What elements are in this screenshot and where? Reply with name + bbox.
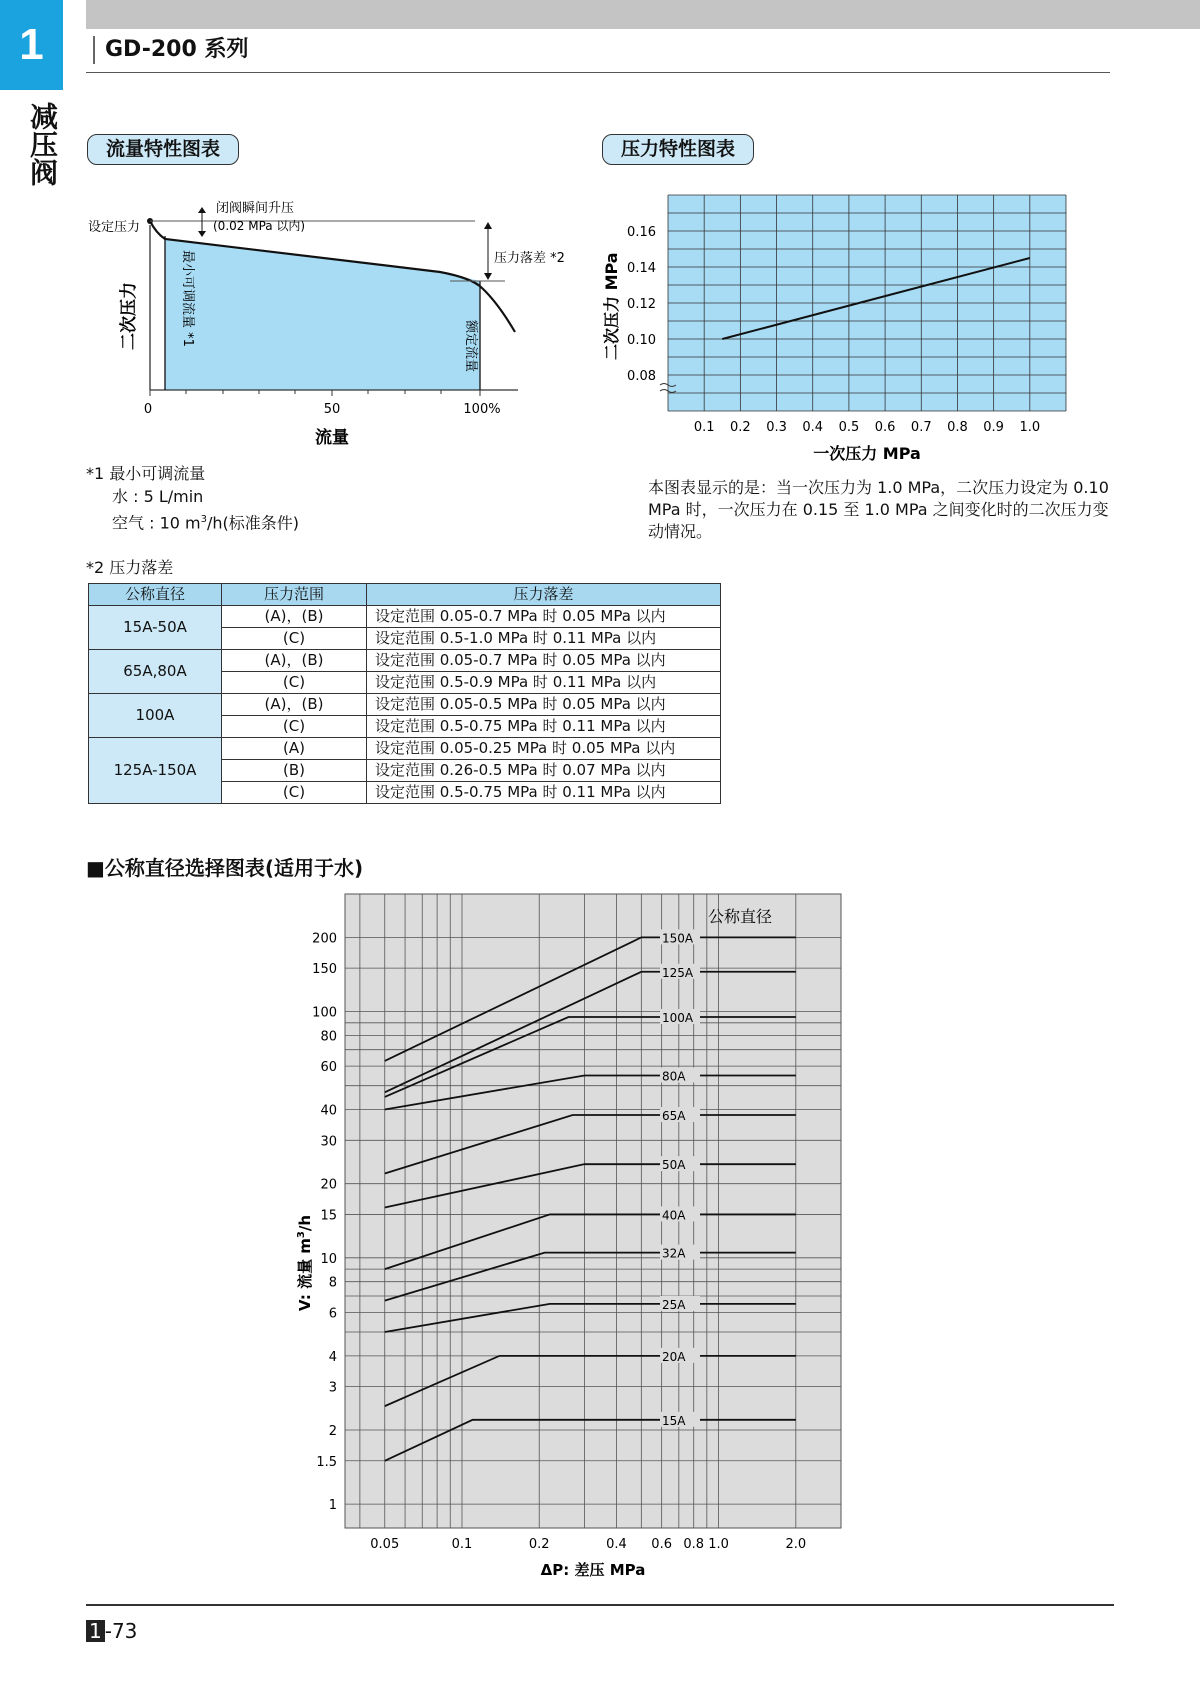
table-range-cell: (A) <box>222 738 367 760</box>
flow-ylabel: 二次压力 <box>119 282 139 350</box>
size-xtick-label: 0.05 <box>370 1537 400 1552</box>
size-series-label-32a: 32A <box>662 1246 686 1261</box>
size-series-label-80a: 80A <box>662 1069 686 1084</box>
size-ytick-label: 1.5 <box>316 1454 337 1470</box>
min-flow-air <box>86 508 299 534</box>
header-bar <box>86 0 1200 29</box>
page-index: -73 <box>104 1619 138 1643</box>
pressure-xtick-label: 1.0 <box>1019 420 1041 435</box>
min-flow-note-title: *1 最小可调流量 <box>86 464 206 483</box>
size-xtick-label: 0.8 <box>683 1537 705 1552</box>
flow-xlabel: 流量 <box>315 428 349 448</box>
size-xtick-label: 0.2 <box>528 1537 550 1552</box>
pressure-xtick-label: 0.2 <box>730 420 751 435</box>
size-series-label-100a: 100A <box>662 1011 694 1026</box>
table-range-cell: (A)，(B) <box>222 650 367 672</box>
side-label: 减压阀 <box>26 102 59 186</box>
table-drop-cell: 设定范围 0.5-0.75 MPa 时 0.11 MPa 以内 <box>367 782 721 804</box>
size-ytick-label: 4 <box>328 1349 337 1365</box>
min-flow-air-prefix: 空气 : 10 m <box>112 513 201 533</box>
table-range-cell: (C) <box>222 628 367 650</box>
table-header-drop: 压力落差 <box>367 584 721 606</box>
size-xtick-label: 1.0 <box>708 1537 729 1552</box>
table-drop-cell: 设定范围 0.5-0.9 MPa 时 0.11 MPa 以内 <box>367 672 721 694</box>
size-ytick-label: 30 <box>320 1134 337 1150</box>
table-drop-cell: 设定范围 0.5-1.0 MPa 时 0.11 MPa 以内 <box>367 628 721 650</box>
table-row <box>89 650 721 672</box>
size-xlabel: ΔP: 差压 MPa <box>540 1561 646 1579</box>
table-drop-cell: 设定范围 0.26-0.5 MPa 时 0.07 MPa 以内 <box>367 760 721 782</box>
size-series-label-40a: 40A <box>662 1208 686 1223</box>
table-drop-cell: 设定范围 0.05-0.7 MPa 时 0.05 MPa 以内 <box>367 606 721 628</box>
pressure-drop-table <box>88 583 721 804</box>
pressure-characteristic-chart <box>590 185 1100 470</box>
size-ytick-label: 150 <box>312 962 337 978</box>
rated-flow-label: 额定流量 <box>463 320 478 373</box>
rise-note: (0.02 MPa 以内) <box>213 219 306 233</box>
rise-arrow <box>198 207 206 237</box>
table-range-cell: (A)，(B) <box>222 606 367 628</box>
flow-characteristic-chart <box>80 185 580 455</box>
size-series-label-20a: 20A <box>662 1349 686 1364</box>
flow-xtick-100: 100% <box>463 402 501 417</box>
table-drop-cell: 设定范围 0.05-0.25 MPa 时 0.05 MPa 以内 <box>367 738 721 760</box>
size-ytick-label: 8 <box>328 1275 337 1291</box>
table-range-cell: (C) <box>222 716 367 738</box>
pressure-ytick-label: 0.14 <box>627 261 656 276</box>
table-size-cell: 65A,80A <box>89 650 222 694</box>
size-xtick-label: 0.1 <box>451 1537 473 1552</box>
footer-rule <box>86 1604 1114 1606</box>
size-ytick-label: 20 <box>320 1177 337 1193</box>
size-ytick-label: 200 <box>312 931 337 947</box>
size-ytick-label: 60 <box>320 1060 337 1076</box>
table-row <box>89 738 721 760</box>
table-header-row <box>89 584 721 606</box>
table-size-cell: 15A-50A <box>89 606 222 650</box>
header-rule <box>86 72 1110 73</box>
pressure-xtick-label: 0.8 <box>947 420 968 435</box>
flow-chart-title: 流量特性图表 <box>87 134 239 165</box>
min-flow-label: 最小可调流量 *1 <box>180 250 195 347</box>
pressure-xtick-label: 0.5 <box>838 420 860 435</box>
size-ytick-label: 6 <box>328 1306 337 1322</box>
pressure-chart-title: 压力特性图表 <box>602 134 754 165</box>
size-ylabel-suffix: /h <box>296 1214 314 1232</box>
size-plot-area <box>345 894 841 1528</box>
size-series-label-125a: 125A <box>662 965 694 980</box>
pressure-ytick-label: 0.12 <box>627 297 656 312</box>
size-ytick-label: 2 <box>328 1423 337 1439</box>
pressure-xtick-label: 0.3 <box>766 420 787 435</box>
rise-label: 闭阀瞬间升压 <box>216 201 295 216</box>
size-series-label-65a: 65A <box>662 1109 686 1124</box>
size-ylabel-sup: 3 <box>296 1231 307 1239</box>
table-range-cell: (A)，(B) <box>222 694 367 716</box>
table-header-size: 公称直径 <box>89 584 222 606</box>
flow-xtick-0: 0 <box>143 402 153 417</box>
size-ytick-label: 100 <box>312 1005 337 1021</box>
pressure-ytick-label: 0.10 <box>627 333 656 348</box>
drop-arrow <box>484 222 492 280</box>
size-series-label-50a: 50A <box>662 1158 686 1173</box>
size-series-label-150a: 150A <box>662 931 694 946</box>
page-number <box>86 1619 137 1643</box>
size-ytick-label: 40 <box>320 1103 337 1119</box>
table-drop-cell: 设定范围 0.5-0.75 MPa 时 0.11 MPa 以内 <box>367 716 721 738</box>
chapter-number-box: 1 <box>0 0 63 90</box>
drop-note-title: *2 压力落差 <box>86 558 174 577</box>
table-drop-cell: 设定范围 0.05-0.5 MPa 时 0.05 MPa 以内 <box>367 694 721 716</box>
pressure-ylabel: 二次压力 MPa <box>602 252 621 360</box>
table-range-cell: (C) <box>222 782 367 804</box>
table-row <box>89 694 721 716</box>
table-size-cell: 125A-150A <box>89 738 222 804</box>
flow-operating-region <box>165 236 480 390</box>
pressure-xlabel: 一次压力 MPa <box>813 444 921 463</box>
min-flow-air-suffix: /h(标准条件) <box>206 513 300 533</box>
pressure-xtick-label: 0.6 <box>874 420 896 435</box>
size-ytick-label: 80 <box>320 1029 337 1045</box>
table-range-cell: (B) <box>222 760 367 782</box>
pressure-xtick-label: 0.9 <box>983 420 1004 435</box>
pressure-xtick-label: 0.1 <box>693 420 715 435</box>
size-ytick-label: 15 <box>320 1208 337 1224</box>
size-series-label-25a: 25A <box>662 1297 686 1312</box>
size-ytick-label: 3 <box>328 1380 337 1396</box>
pressure-chart-description: 本图表显示的是：当一次压力为 1.0 MPa，二次压力设定为 0.10 MPa 时，一次压力在 0.15 至 1.0 MPa 之间变化时的二次压力变动情况。 <box>648 478 1109 541</box>
flow-xtick-50: 50 <box>323 402 341 417</box>
min-flow-water: 水 : 5 L/min <box>112 487 204 506</box>
size-ylabel <box>296 1215 314 1311</box>
pressure-xtick-label: 0.7 <box>910 420 932 435</box>
size-xtick-label: 2.0 <box>785 1537 807 1552</box>
min-flow-note <box>86 462 299 534</box>
size-series-label-15a: 15A <box>662 1413 686 1428</box>
size-selection-title: ■公称直径选择图表(适用于水) <box>86 856 364 880</box>
size-ylabel-prefix: V: 流量 m <box>296 1238 314 1312</box>
set-pressure-label: 设定压力 <box>88 220 141 235</box>
table-header-range: 压力范围 <box>222 584 367 606</box>
size-xtick-label: 0.6 <box>651 1537 672 1552</box>
size-xtick-label: 0.4 <box>606 1537 627 1552</box>
min-flow-air-sup: 3 <box>200 514 207 525</box>
table-range-cell: (C) <box>222 672 367 694</box>
pressure-ytick-label: 0.16 <box>627 225 656 240</box>
table-row <box>89 606 721 628</box>
pressure-ytick-label: 0.08 <box>627 369 656 384</box>
page-chapter: 1 <box>86 1620 105 1642</box>
table-drop-cell: 设定范围 0.05-0.7 MPa 时 0.05 MPa 以内 <box>367 650 721 672</box>
size-ytick-label: 1 <box>328 1498 337 1514</box>
size-selection-chart <box>285 885 855 1585</box>
size-legend-title: 公称直径 <box>707 907 773 926</box>
table-size-cell: 100A <box>89 694 222 738</box>
drop-label: 压力落差 *2 <box>494 251 565 266</box>
size-ytick-label: 10 <box>320 1251 337 1267</box>
pressure-xtick-label: 0.4 <box>802 420 824 435</box>
series-title: GD-200 系列 <box>93 36 248 64</box>
